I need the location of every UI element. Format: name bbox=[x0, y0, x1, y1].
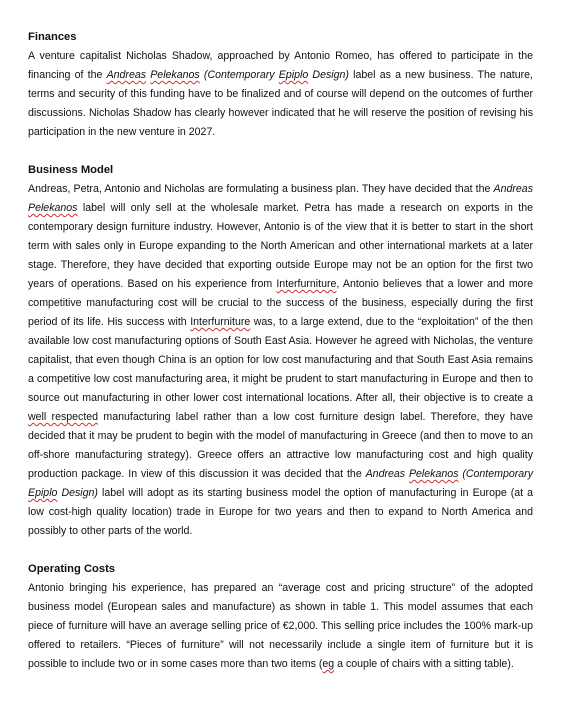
spell-flagged-word: eg bbox=[322, 658, 335, 670]
finances-section bbox=[28, 28, 533, 142]
text-run: A venture capitalist Nicholas Shadow, approached by Antonio Romeo, has offered to participate in the financing of the bbox=[28, 50, 533, 81]
text-run: Antonio bringing his experience, has prepared an “average cost and pricing structure” of the adopted business model (European sales and manufacture) as shown in table 1. This model assumes that each piece of furniture will have an average selling price of €2,000. This selling price includes the 100% mark-up offered to retailers. “Pieces of furniture” will not necessarily include a single item of furniture but it is possible to include two or in some cases more than two items ( bbox=[28, 582, 533, 670]
operating-costs-section bbox=[28, 560, 533, 674]
text-run: manufacturing label rather than a low cost furniture design label. Therefore, they have decided that it may be prudent to begin with the model of manufacturing in Greece (and then to move to an off-shore manufacturing strategy). Greece offers an attractive low manufacturing cost and high quality production package. In view of this discussion it was decided that the bbox=[28, 411, 534, 480]
spell-flagged-word: Andreas bbox=[106, 69, 147, 81]
brand-name bbox=[107, 69, 349, 81]
spell-flagged-word: Pelekanos bbox=[28, 202, 78, 214]
spell-flagged-word: Epiplo bbox=[278, 69, 309, 81]
business-model-heading: Business Model bbox=[28, 164, 114, 176]
finances-paragraph bbox=[28, 47, 533, 142]
text-run: label as a new business. The nature, terms and security of this funding have to be finalized and of course will depend on the outcomes of further discussions. Nicholas Shadow has clearly however indicated that he will reserve the position of revising his participation in the new venture in 2027. bbox=[28, 69, 533, 138]
text-run: label will adopt as its starting business model the option of manufacturing in Europe (at a low cost-high quality location) trade in Europe for two years and then to expand to North America and possibly to other parts of the world. bbox=[28, 487, 533, 537]
business-model-section bbox=[28, 161, 533, 541]
text-run: Andreas, Petra, Antonio and Nicholas are formulating a business plan. They have decided that the bbox=[28, 183, 494, 195]
operating-costs-heading: Operating Costs bbox=[28, 563, 116, 575]
spell-flagged-word: well respected bbox=[28, 411, 99, 423]
text-run: (Contemporary bbox=[199, 69, 279, 81]
text-run: Design) bbox=[57, 487, 98, 499]
text-run: (Contemporary bbox=[458, 468, 533, 480]
text-run: Design) bbox=[308, 69, 349, 81]
text-run: a couple of chairs with a sitting table). bbox=[334, 658, 514, 670]
text-run: Andreas bbox=[365, 468, 406, 480]
spell-flagged-word: Interfurniture bbox=[276, 278, 337, 290]
text-run: , Antonio believes that a lower and more competitive manufacturing cost will be crucial to the success of the business, especially during the first period of its life. His success with bbox=[28, 278, 533, 328]
finances-heading: Finances bbox=[28, 31, 77, 43]
text-run: Andreas bbox=[493, 183, 533, 195]
text-run: was, to a large extend, due to the “exploitation” of the then available low cost manufacturing options of South East Asia. However he agreed with Nicholas, the venture capitalist, that even though China is an option for low cost manufacturing and that South East Asia remains a competitive low cost manufacturing area, it might be prudent to start manufacturing in Europe and then to source out manufacturing in other lower cost international locations. After all, their objective is to create a bbox=[28, 316, 534, 404]
operating-costs-paragraph bbox=[28, 579, 533, 674]
spell-flagged-word: Epiplo bbox=[28, 487, 58, 499]
spell-flagged-word: Pelekanos bbox=[408, 468, 459, 480]
business-model-paragraph bbox=[28, 180, 533, 541]
spell-flagged-word: Pelekanos bbox=[150, 69, 200, 81]
spell-flagged-word: Interfurniture bbox=[190, 316, 251, 328]
text-run: label will only sell at the wholesale market. Petra has made a research on exports in the contemporary design furniture industry. However, Antonio is of the view that it is better to start in the short term with sales only in Europe expanding to the North American and other international markets at a later stage. Therefore, they have decided that exporting outside Europe may not be an option for the first two years of operations. Based on his experience from bbox=[28, 202, 533, 290]
document-page bbox=[28, 28, 533, 693]
